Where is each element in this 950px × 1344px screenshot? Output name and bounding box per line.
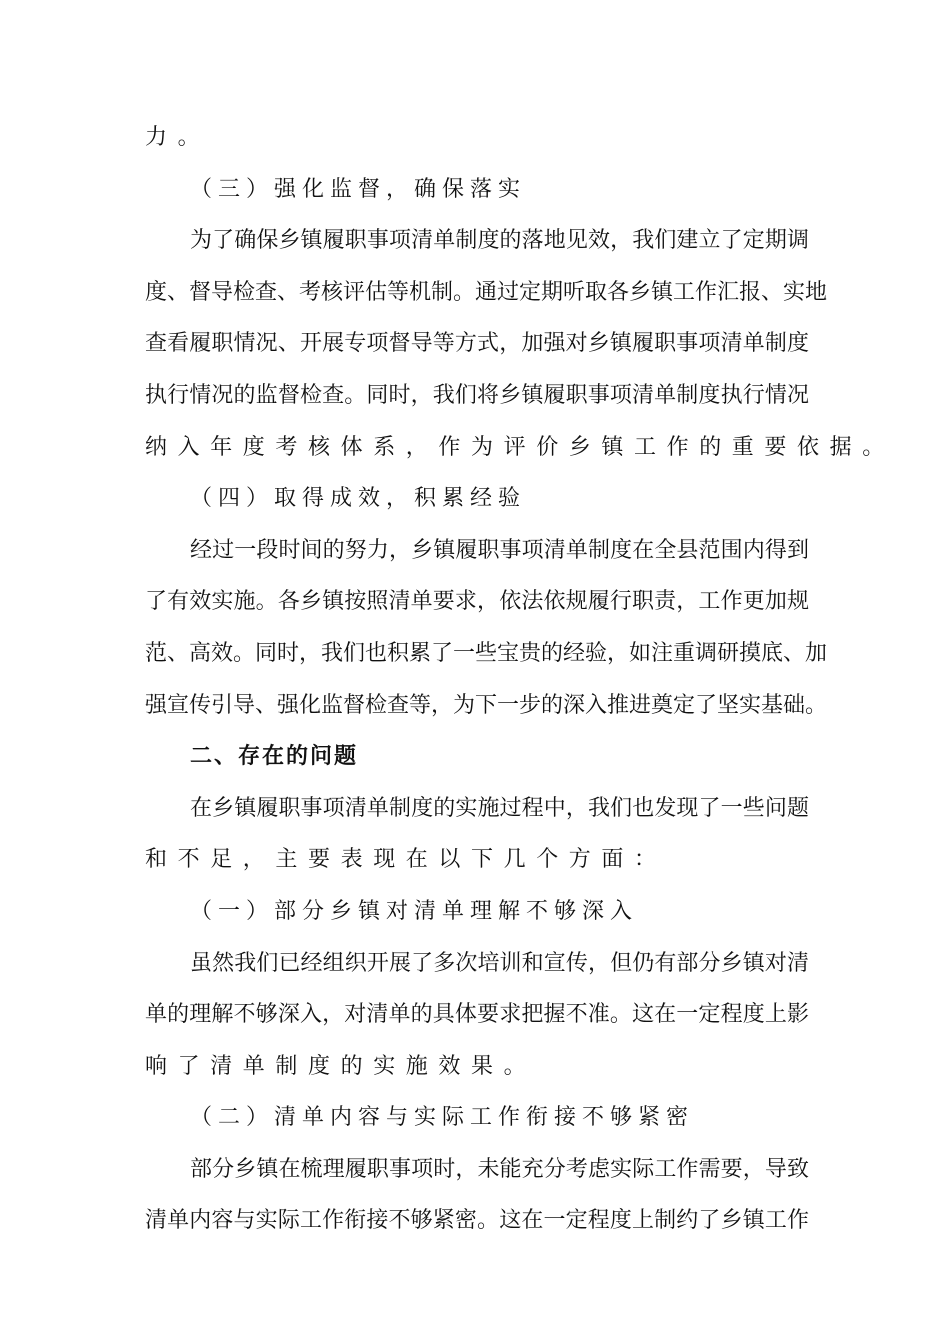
section-heading-problems: 二、存在的问题 bbox=[190, 744, 359, 770]
paragraph-line: 强宣传引导、强化监督检查等，为下一步的深入推进奠定了坚实基础。 bbox=[145, 692, 828, 718]
paragraph-line: 执行情况的监督检查。同时，我们将乡镇履职事项清单制度执行情况 bbox=[145, 382, 809, 408]
paragraph-line: 了有效实施。各乡镇按照清单要求，依法依规履行职责，工作更加规 bbox=[145, 589, 809, 615]
paragraph-line: 单的理解不够深入，对清单的具体要求把握不准。这在一定程度上影 bbox=[145, 1002, 809, 1028]
paragraph-line: 度、督导检查、考核评估等机制。通过定期听取各乡镇工作汇报、实地 bbox=[145, 279, 828, 305]
paragraph-line: 部分乡镇在梳理履职事项时，未能充分考虑实际工作需要，导致 bbox=[190, 1156, 809, 1182]
paragraph-line: 清单内容与实际工作衔接不够紧密。这在一定程度上制约了乡镇工作 bbox=[145, 1208, 809, 1234]
paragraph-line: 纳入年度考核体系，作为评价乡镇工作的重要依据。 bbox=[145, 434, 895, 460]
paragraph-line: 虽然我们已经组织开展了多次培训和宣传，但仍有部分乡镇对清 bbox=[190, 950, 809, 976]
paragraph-line: 经过一段时间的努力，乡镇履职事项清单制度在全县范围内得到 bbox=[190, 537, 809, 563]
paragraph-line: 在乡镇履职事项清单制度的实施过程中，我们也发现了一些问题 bbox=[190, 795, 809, 821]
paragraph-line: 和不足，主要表现在以下几个方面： bbox=[145, 847, 667, 873]
subheading-4-achievements: （四）取得成效，积累经验 bbox=[190, 486, 527, 512]
paragraph-line: 为了确保乡镇履职事项清单制度的落地见效，我们建立了定期调 bbox=[190, 228, 809, 254]
paragraph-line: 范、高效。同时，我们也积累了一些宝贵的经验，如注重调研摸底、加 bbox=[145, 640, 828, 666]
paragraph-line: 响了清单制度的实施效果。 bbox=[145, 1053, 537, 1079]
subheading-1-understanding: （一）部分乡镇对清单理解不够深入 bbox=[190, 898, 639, 924]
subheading-3-strengthen-supervision: （三）强化监督，确保落实 bbox=[190, 176, 527, 202]
paragraph-line: 查看履职情况、开展专项督导等方式，加强对乡镇履职事项清单制度 bbox=[145, 331, 809, 357]
document-page bbox=[145, 112, 895, 1247]
subheading-2-alignment: （二）清单内容与实际工作衔接不够紧密 bbox=[190, 1105, 695, 1131]
paragraph-continuation: 力。 bbox=[145, 125, 211, 150]
